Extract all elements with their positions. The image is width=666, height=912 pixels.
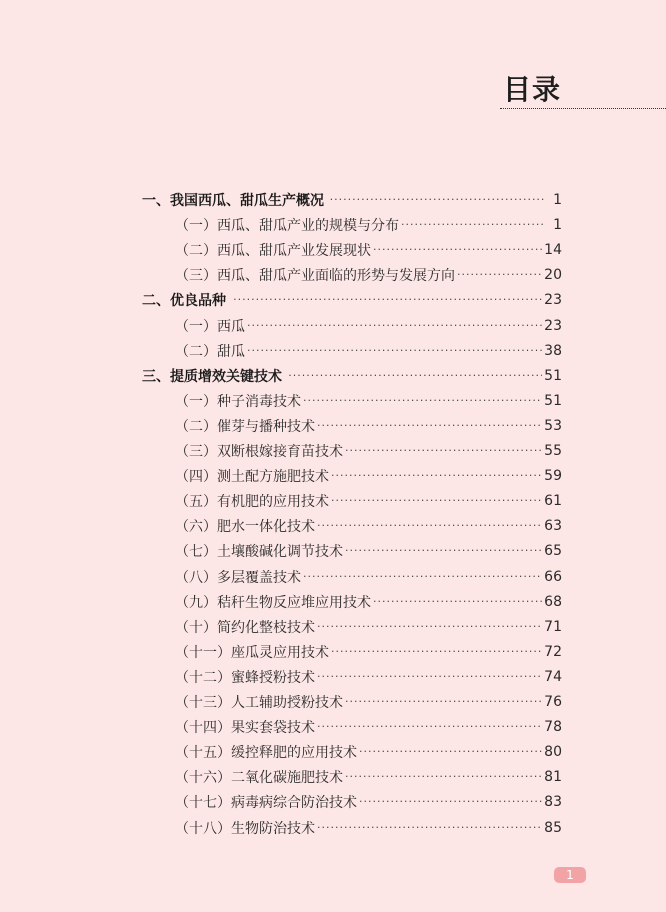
toc-section-entry[interactable] [175, 214, 562, 236]
toc-leader-dots [317, 515, 542, 537]
toc-leader-dots [345, 766, 542, 788]
toc-section-entry[interactable] [175, 415, 562, 437]
toc-leader-dots [345, 540, 542, 562]
toc-entry-label: （三）双断根嫁接育苗技术 [175, 444, 343, 460]
toc-page-number: 23 [544, 318, 562, 334]
toc-entry-label: （一）种子消毒技术 [175, 394, 301, 410]
toc-entry-label: （八）多层覆盖技术 [175, 570, 301, 586]
toc-entry-label: （七）土壤酸碱化调节技术 [175, 544, 343, 560]
toc-page-number: 55 [544, 443, 562, 459]
toc-leader-dots [303, 566, 542, 588]
toc-leader-dots [345, 440, 542, 462]
toc-section-entry[interactable] [175, 666, 562, 688]
toc-page-number: 53 [544, 418, 562, 434]
toc-leader-dots [331, 465, 542, 487]
toc-section-entry[interactable] [175, 741, 562, 763]
toc-entry-label: （十八）生物防治技术 [175, 821, 315, 837]
toc-entry-label: （二）甜瓜 [175, 344, 245, 360]
toc-section-entry[interactable] [175, 641, 562, 663]
toc-entry-label: （十）简约化整枝技术 [175, 620, 315, 636]
toc-page-number: 38 [544, 343, 562, 359]
toc-section-entry[interactable] [175, 515, 562, 537]
toc-entry-label: （十四）果实套袋技术 [175, 720, 315, 736]
toc-entry-label: 一、我国西瓜、甜瓜生产概况 [142, 193, 324, 209]
toc-leader-dots [317, 666, 542, 688]
toc-entry-label: （二）催芽与播种技术 [175, 419, 315, 435]
toc-section-entry[interactable] [175, 340, 562, 362]
page-number-badge: 1 [554, 867, 586, 883]
toc-entry-label: （十二）蜜蜂授粉技术 [175, 670, 315, 686]
toc-leader-dots [330, 189, 546, 211]
toc-section-entry[interactable] [175, 566, 562, 588]
toc-page-number: 71 [544, 619, 562, 635]
toc-section-entry[interactable] [175, 490, 562, 512]
toc-entry-label: 三、提质增效关键技术 [142, 369, 282, 385]
toc-leader-dots [288, 365, 542, 387]
toc-page-number: 78 [544, 719, 562, 735]
toc-leader-dots [317, 716, 542, 738]
toc-entry-label: （二）西瓜、甜瓜产业发展现状 [175, 243, 371, 259]
toc-page-number: 20 [544, 267, 562, 283]
toc-section-entry[interactable] [175, 716, 562, 738]
toc-page-number: 51 [544, 368, 562, 384]
toc-chapter-entry[interactable] [142, 365, 562, 387]
toc-section-entry[interactable] [175, 766, 562, 788]
toc-entry-label: （四）测土配方施肥技术 [175, 469, 329, 485]
toc-page-number: 51 [544, 393, 562, 409]
toc-page-number: 81 [544, 769, 562, 785]
toc-leader-dots [457, 264, 542, 286]
toc-section-entry[interactable] [175, 264, 562, 286]
toc-entry-label: （一）西瓜 [175, 319, 245, 335]
toc-chapter-entry[interactable] [142, 189, 562, 211]
toc-leader-dots [233, 289, 542, 311]
toc-page-number: 68 [544, 594, 562, 610]
toc-page-number: 74 [544, 669, 562, 685]
toc-leader-dots [317, 817, 542, 839]
toc-leader-dots [345, 691, 542, 713]
toc-section-entry[interactable] [175, 591, 562, 613]
toc-section-entry[interactable] [175, 540, 562, 562]
toc-chapter-entry[interactable] [142, 289, 562, 311]
toc-page-number: 14 [544, 242, 562, 258]
toc-leader-dots [359, 791, 542, 813]
toc-entry-label: （九）秸秆生物反应堆应用技术 [175, 595, 371, 611]
toc-leader-dots [373, 591, 542, 613]
toc-entry-label: （十七）病毒病综合防治技术 [175, 795, 357, 811]
toc-section-entry[interactable] [175, 791, 562, 813]
toc-page-number: 85 [544, 820, 562, 836]
toc-leader-dots [331, 490, 542, 512]
toc-leader-dots [401, 214, 546, 236]
toc-page-number: 65 [544, 543, 562, 559]
toc-page-number: 59 [544, 468, 562, 484]
toc-leader-dots [247, 340, 542, 362]
toc-entry-label: （三）西瓜、甜瓜产业面临的形势与发展方向 [175, 268, 455, 284]
toc-leader-dots [359, 741, 542, 763]
toc-section-entry[interactable] [175, 440, 562, 462]
toc-entry-label: （十三）人工辅助授粉技术 [175, 695, 343, 711]
toc-section-entry[interactable] [175, 315, 562, 337]
toc-leader-dots [303, 390, 542, 412]
toc-page-number: 1 [553, 217, 562, 233]
toc-entry-label: （六）肥水一体化技术 [175, 519, 315, 535]
toc-entry-label: 二、优良品种 [142, 293, 226, 309]
toc-page-number: 83 [544, 794, 562, 810]
title-divider [500, 108, 666, 109]
toc-page-number: 76 [544, 694, 562, 710]
toc-leader-dots [317, 415, 542, 437]
toc-page-number: 1 [553, 192, 562, 208]
toc-section-entry[interactable] [175, 239, 562, 261]
page-title: 目录 [503, 73, 562, 106]
toc-page-number: 61 [544, 493, 562, 509]
toc-page-number: 66 [544, 569, 562, 585]
toc-page-number: 72 [544, 644, 562, 660]
toc-entry-label: （十六）二氧化碳施肥技术 [175, 770, 343, 786]
toc-entry-label: （十一）座瓜灵应用技术 [175, 645, 329, 661]
toc-entry-label: （五）有机肥的应用技术 [175, 494, 329, 510]
toc-section-entry[interactable] [175, 616, 562, 638]
toc-page-number: 80 [544, 744, 562, 760]
toc-page-number: 63 [544, 518, 562, 534]
toc-section-entry[interactable] [175, 817, 562, 839]
toc-leader-dots [331, 641, 542, 663]
toc-entry-label: （一）西瓜、甜瓜产业的规模与分布 [175, 218, 399, 234]
toc-page-number: 23 [544, 292, 562, 308]
toc-leader-dots [317, 616, 542, 638]
toc-leader-dots [373, 239, 542, 261]
toc-entry-label: （十五）缓控释肥的应用技术 [175, 745, 357, 761]
toc-leader-dots [247, 315, 542, 337]
toc-section-entry[interactable] [175, 390, 562, 412]
toc-section-entry[interactable] [175, 691, 562, 713]
toc-section-entry[interactable] [175, 465, 562, 487]
